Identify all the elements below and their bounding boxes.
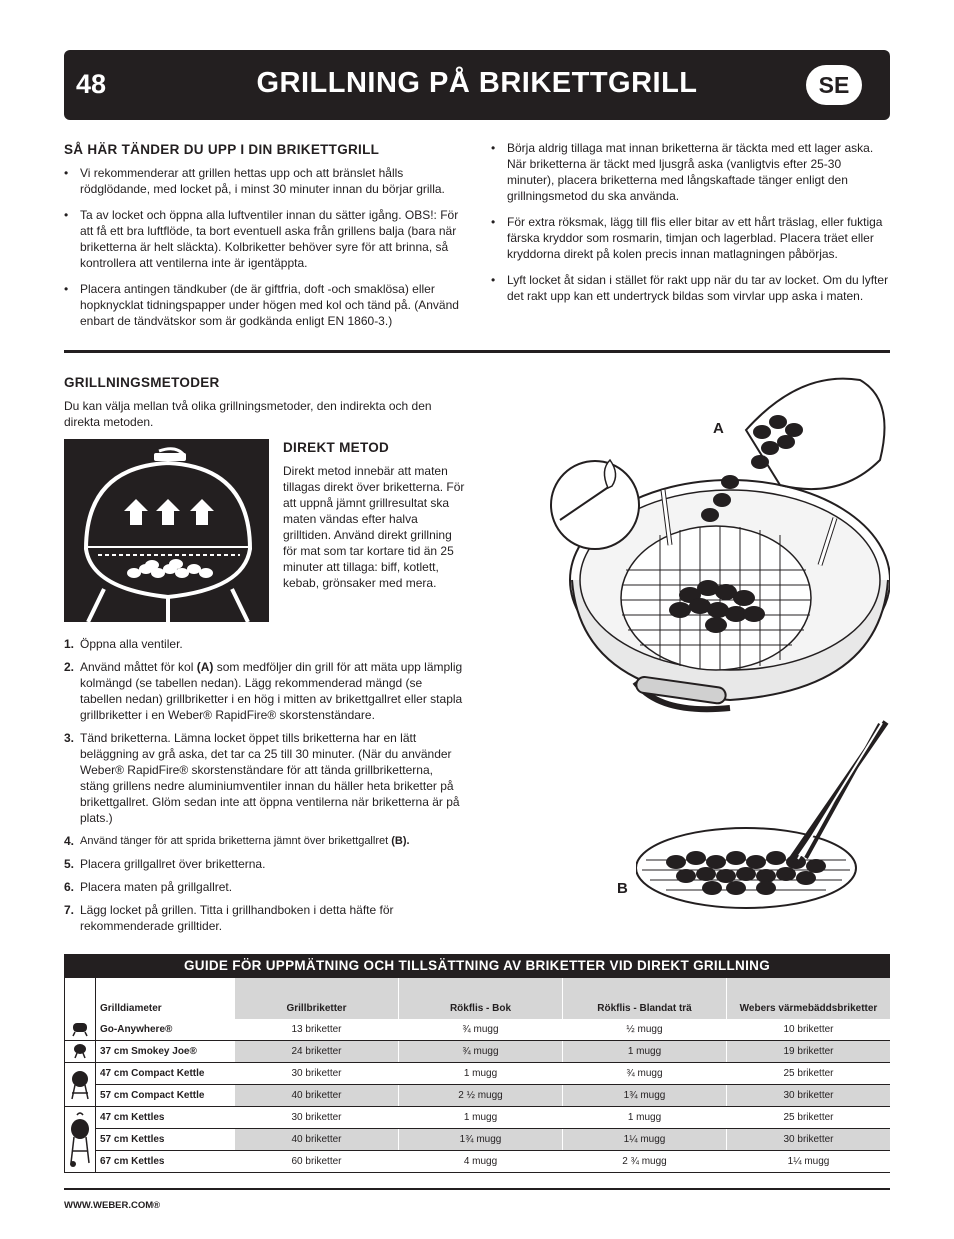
list-item: 6. Placera maten på grillgallret. [64, 880, 233, 894]
methods-heading: GRILLNINGSMETODER [64, 375, 220, 390]
lighting-heading: SÅ HÄR TÄNDER DU UPP I DIN BRIKETTGRILL [64, 142, 380, 157]
table-cell: 1¾ mugg [563, 1085, 727, 1107]
kettle-grill-icon [65, 1107, 96, 1173]
table-cell: ¾ mugg [399, 1041, 563, 1063]
list-item: 2. Använd måttet för kol (A) som medföljer din grill för att mäta upp lämplig kolmängd (se tabellen nedan). Lägg rekommenderad mängd (se tabellen nedan) grillbriketter i en hög i mitten av brikettgallret eller stapla grillbriketter i en Weber® RapidFire® skorstenständare. [64, 660, 463, 722]
table-cell: 1 mugg [563, 1041, 727, 1063]
column-header: Rökflis - Blandat trä [563, 978, 727, 1019]
table-cell: ¾ mugg [399, 1019, 563, 1041]
grill-name: 47 cm Kettles [96, 1107, 235, 1129]
steps-list [64, 636, 464, 934]
compact-kettle-grill-icon [65, 1063, 96, 1107]
lighting-left-column [64, 142, 464, 339]
label-a: A [713, 420, 724, 437]
list-item: • Ta av locket och öppna alla luftventiler innan du sätter igång. OBS!: För att få ett bra luftflöde, ta bort eventuell aska från grillens balja (bara när briketterna är helt släckta). Kolbriketter behöver syre för att brinna, så kontrollera att ventilerna inte är igentäppta. [64, 207, 464, 271]
list-item: 1. Öppna alla ventiler. [64, 637, 183, 651]
table-cell: 13 briketter [235, 1019, 399, 1041]
lighting-right-bullets [491, 140, 891, 304]
footer-url[interactable]: WWW.WEBER.COM® [64, 1200, 161, 1211]
table-cell: 30 briketter [235, 1063, 399, 1085]
grill-name: 57 cm Kettles [96, 1129, 235, 1151]
guide-title: GUIDE FÖR UPPMÄTNING OCH TILLSÄTTNING AV BRIKETTER VID DIREKT GRILLNING [64, 954, 890, 978]
list-item: • Vi rekommenderar att grillen hettas upp och att bränslet hålls rödglödande, med locket på, i minst 30 minuter innan du börjar grilla. [64, 165, 464, 197]
table-cell: 30 briketter [235, 1107, 399, 1129]
tongs-grate-illustration [636, 720, 890, 910]
grill-name: 67 cm Kettles [96, 1151, 235, 1173]
column-header: Rökflis - Bok [399, 978, 563, 1019]
smokey-joe-grill-icon [65, 1041, 96, 1063]
table-cell: 1 mugg [399, 1063, 563, 1085]
table-cell: 2 ½ mugg [399, 1085, 563, 1107]
steps-block [64, 636, 464, 941]
table-cell: 25 briketter [727, 1107, 891, 1129]
methods-intro: Du kan välja mellan två olika grillningsmetoder, den indirekta och den direkta metoden. [64, 399, 432, 429]
table-cell: 1¾ mugg [399, 1129, 563, 1151]
page-number: 48 [76, 69, 107, 99]
table-cell: 40 briketter [235, 1085, 399, 1107]
list-item: • Börja aldrig tillaga mat innan briketterna är täckta med ett lager aska. När briketterna är täckt med ljusgrå aska (vanligtvis efter 25-30 minuter), placera briketterna med långskaftade tänger enligt den grillningsmetod du ska använda. [491, 140, 891, 204]
table-cell: ¾ mugg [563, 1063, 727, 1085]
table-row [65, 1107, 891, 1129]
table-cell: 2 ¾ mugg [563, 1151, 727, 1173]
grill-name: Go-Anywhere® [96, 1019, 235, 1041]
direct-method-text: Direkt metod innebär att maten tillagas direkt över briketterna. För att uppnå jämnt grillresultat ska maten vändas efter halva grilltiden. Använd direkt grillning för mat som tar kortare tid än 25 minuter att tillaga: biff, kotlett, kebab, grönsaker med mera. [283, 464, 465, 590]
list-item: 4. Använd tänger för att sprida briketterna jämnt över brikettgallret (B). [64, 834, 410, 848]
table-cell: 40 briketter [235, 1129, 399, 1151]
list-item: • Placera antingen tändkuber (de är giftfria, doft -och smaklösa) eller hopknycklat tidningspapper under högen med kol och tänd på. (Använd enbart de tändvätskor som är godkända enligt EN 1860-3.) [64, 281, 464, 329]
column-header: Webers värmebäddsbriketter [727, 978, 891, 1019]
table-cell: 10 briketter [727, 1019, 891, 1041]
list-item: • För extra röksmak, lägg till flis eller bitar av ett hårt träslag, eller fuktiga färska kryddor som rosmarin, timjan och lagerblad. Placera träet eller kryddorna direkt på kolen precis innan matlagningen påbörjas. [491, 214, 891, 262]
icon-column-header [65, 978, 96, 1019]
table-cell: 30 briketter [727, 1085, 891, 1107]
list-item: 7. Lägg locket på grillen. Titta i grillhandboken i detta häfte för rekommenderade grilltider. [64, 903, 394, 933]
briquette-guide-table [64, 978, 890, 1173]
lighting-right-column [491, 140, 891, 314]
table-cell: 60 briketter [235, 1151, 399, 1173]
direct-method-illustration [64, 439, 269, 622]
grill-name: 37 cm Smokey Joe® [96, 1041, 235, 1063]
list-item: 5. Placera grillgallret över briketterna. [64, 857, 266, 871]
table-cell: 4 mugg [399, 1151, 563, 1173]
illustration-b [636, 720, 890, 910]
table-cell: 1¼ mugg [563, 1129, 727, 1151]
footer-divider [64, 1188, 890, 1190]
table-cell: 25 briketter [727, 1063, 891, 1085]
page-title: GRILLNING PÅ BRIKETTGRILL [256, 67, 698, 99]
table-row [65, 1019, 891, 1041]
table-cell: 1 mugg [399, 1107, 563, 1129]
table-row [65, 1063, 891, 1085]
table-cell: 19 briketter [727, 1041, 891, 1063]
direct-method-block [283, 440, 468, 591]
table-row [65, 1151, 891, 1173]
list-item: 3. Tänd briketterna. Lämna locket öppet tills briketterna har en lätt beläggning av grå aska, det tar ca 25 till 30 minuter. (När du använder Weber® RapidFire® skorstenständare för att tända grillbriketterna, stäng grillens nedre aluminiumventiler innan du häller heta briketter på brikettgallret. Glöm sedan inte att öppna ventilerna när briketterna är på plats.) [64, 731, 460, 825]
lighting-left-bullets [64, 165, 464, 329]
go-anywhere-grill-icon [65, 1019, 96, 1041]
table-cell: 30 briketter [727, 1129, 891, 1151]
table-cell: 24 briketter [235, 1041, 399, 1063]
table-cell: 1¼ mugg [727, 1151, 891, 1173]
section-divider [64, 350, 890, 353]
column-header: Grilldiameter [96, 978, 235, 1019]
list-item: • Lyft locket åt sidan i stället för rakt upp när du tar av locket. Om du lyfter det rakt upp kan ett undertryck bildas som virvlar upp aska i maten. [491, 272, 891, 304]
table-cell: ½ mugg [563, 1019, 727, 1041]
methods-intro-block [64, 375, 464, 430]
grill-name: 57 cm Compact Kettle [96, 1085, 235, 1107]
column-header: Grillbriketter [235, 978, 399, 1019]
table-row [65, 1129, 891, 1151]
table-row [65, 1085, 891, 1107]
page-header [64, 50, 890, 120]
grill-icon [64, 439, 269, 622]
table-cell: 1 mugg [563, 1107, 727, 1129]
direct-method-heading: DIREKT METOD [283, 440, 390, 455]
table-row [65, 1041, 891, 1063]
language-badge: SE [806, 65, 862, 105]
grill-name: 47 cm Compact Kettle [96, 1063, 235, 1085]
label-b: B [617, 880, 628, 897]
